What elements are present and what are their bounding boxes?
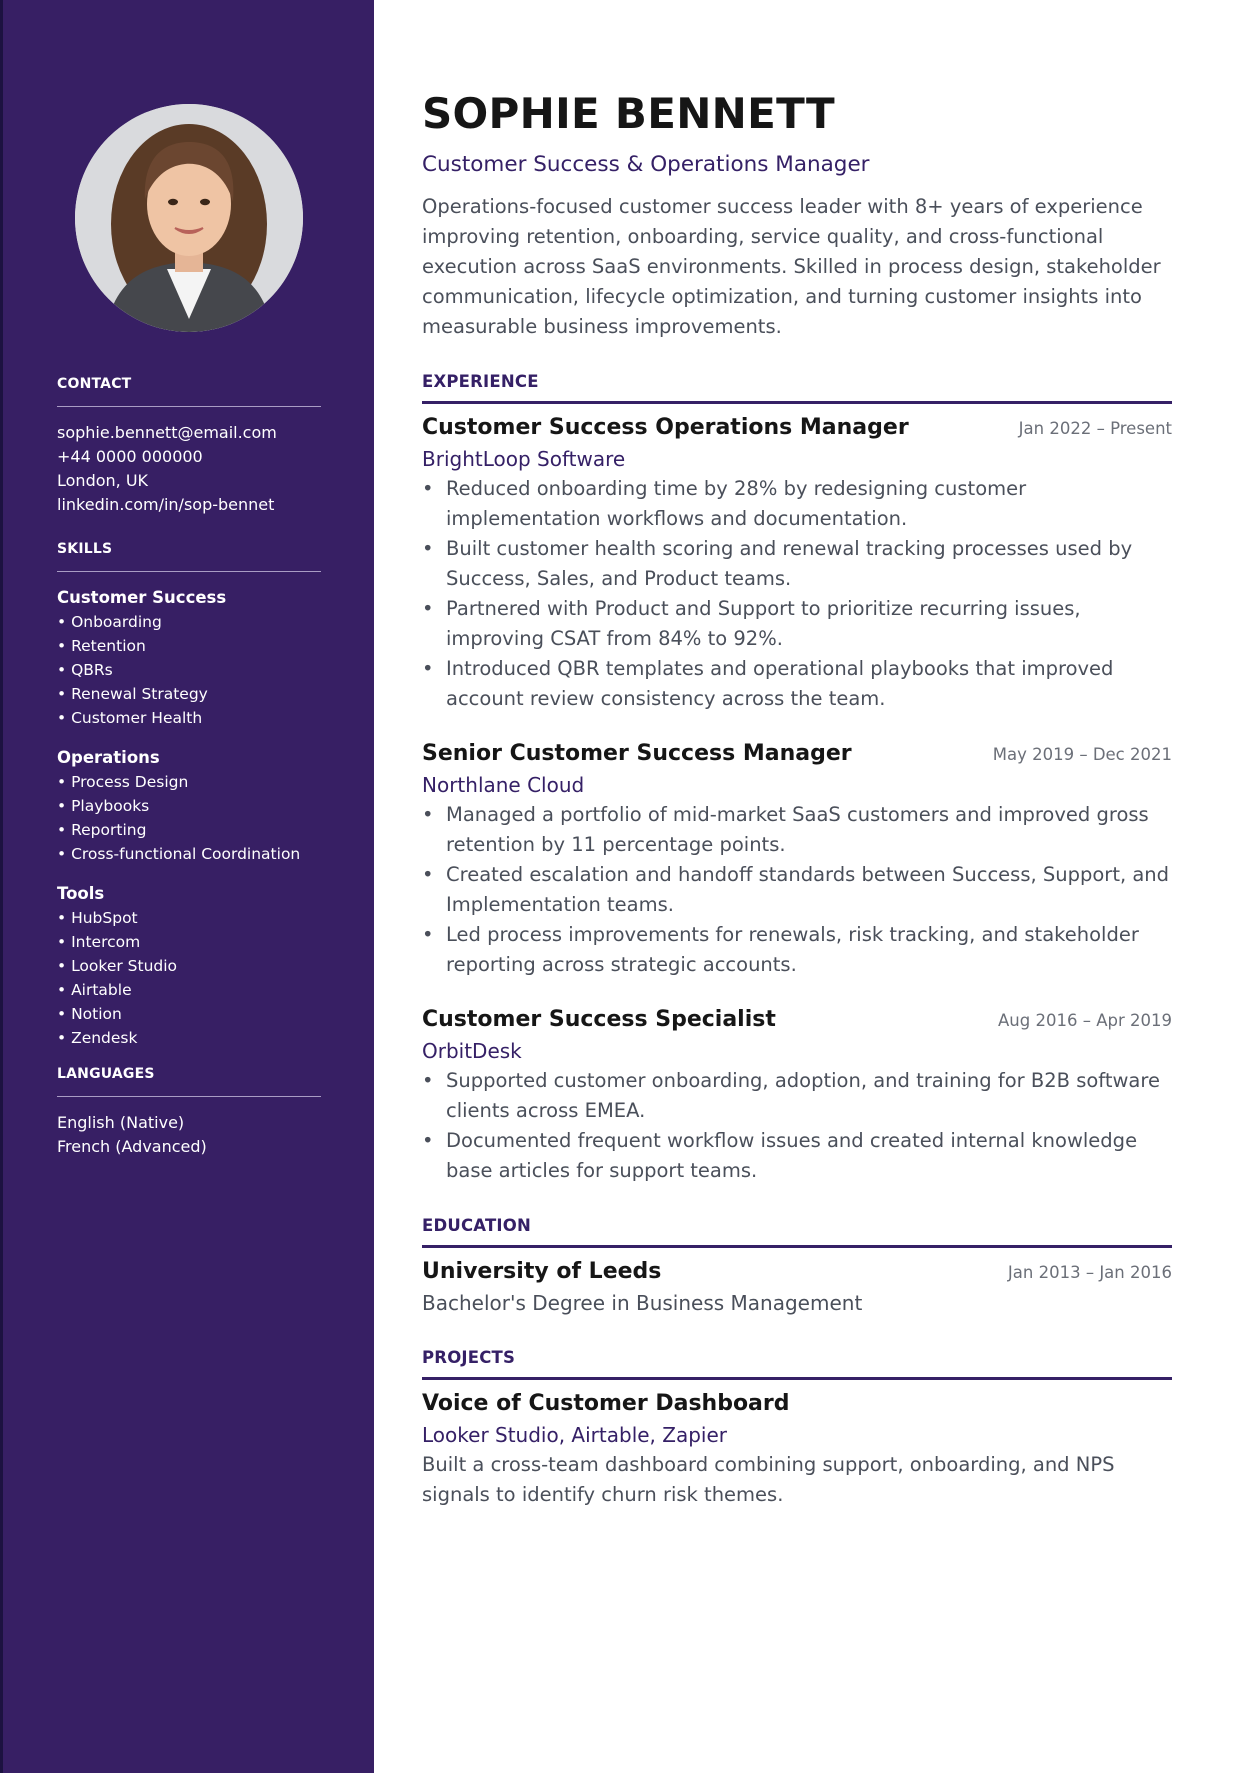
bullet-item: • Managed a portfolio of mid-market SaaS customers and improved gross retention by 11 percentage points. [422, 800, 1172, 860]
skill-item: • QBRs [57, 661, 113, 679]
job-company: Northlane Cloud [422, 773, 585, 797]
project-tools: Looker Studio, Airtable, Zapier [422, 1423, 727, 1447]
job-company: OrbitDesk [422, 1039, 522, 1063]
skill-item: • Airtable [57, 981, 132, 999]
skill-item: • Customer Health [57, 709, 203, 727]
job-entry [422, 1004, 1172, 1186]
profile-photo [75, 104, 303, 332]
bullet-item: • Introduced QBR templates and operational playbooks that improved account review consistency across the team. [422, 654, 1172, 714]
job-entry [422, 412, 1172, 714]
skill-item: • Playbooks [57, 797, 150, 815]
bullet-item: • Supported customer onboarding, adoption, and training for B2B software clients across EMEA. [422, 1066, 1172, 1126]
contact-email[interactable]: sophie.bennett@email.com [57, 423, 277, 442]
skill-item: • Onboarding [57, 613, 162, 631]
skill-item: • Zendesk [57, 1029, 138, 1047]
job-date: May 2019 – Dec 2021 [992, 745, 1172, 764]
job-bullets [422, 474, 1172, 714]
job-title: Customer Success Operations Manager [422, 415, 909, 440]
project-description: Built a cross-team dashboard combining support, onboarding, and NPS signals to identify churn risk themes. [422, 1453, 1115, 1506]
skills-section [57, 541, 321, 1066]
job-date: Jan 2022 – Present [1018, 419, 1172, 438]
project-name: Voice of Customer Dashboard [422, 1391, 790, 1416]
job-bullets [422, 800, 1172, 980]
skill-item: • Reporting [57, 821, 147, 839]
skill-group [57, 882, 321, 1050]
experience-heading: EXPERIENCE [422, 372, 1172, 404]
bullet-item: • Led process improvements for renewals, risk tracking, and stakeholder reporting across strategic accounts. [422, 920, 1172, 980]
skill-group [57, 586, 321, 730]
language-item: English (Native) [57, 1113, 185, 1132]
contact-phone: +44 0000 000000 [57, 447, 203, 466]
bullet-item: • Partnered with Product and Support to prioritize recurring issues, improving CSAT from 84% to 92%. [422, 594, 1172, 654]
skill-group-title: Tools [57, 884, 105, 903]
bullet-item: • Built customer health scoring and renewal tracking processes used by Success, Sales, and Product teams. [422, 534, 1172, 594]
job-entry [422, 738, 1172, 980]
main-content [422, 88, 1172, 1510]
skill-item: • Looker Studio [57, 957, 178, 975]
projects-heading: PROJECTS [422, 1348, 1172, 1380]
skill-item: • Intercom [57, 933, 141, 951]
languages-heading: LANGUAGES [57, 1066, 321, 1097]
skills-heading: SKILLS [57, 541, 321, 572]
candidate-title: Customer Success & Operations Manager [422, 152, 870, 177]
sidebar [0, 0, 374, 1773]
skill-item: • Process Design [57, 773, 189, 791]
summary: Operations-focused customer success leader with 8+ years of experience improving retention, onboarding, service quality, and cross-functional execution across SaaS environments. Skilled in process design, stakeholder communication, lifecycle optimization, and turning customer insights into measurable business improvements. [422, 195, 1161, 338]
job-title: Customer Success Specialist [422, 1007, 776, 1032]
education-school: University of Leeds [422, 1259, 662, 1284]
contact-location: London, UK [57, 471, 149, 490]
job-company: BrightLoop Software [422, 447, 626, 471]
education-date: Jan 2013 – Jan 2016 [1007, 1263, 1172, 1282]
skill-group-title: Customer Success [57, 588, 227, 607]
candidate-name: SOPHIE BENNETT [422, 89, 835, 138]
skill-group [57, 746, 321, 866]
education-heading: EDUCATION [422, 1216, 1172, 1248]
skill-item: • Cross-functional Coordination [57, 845, 301, 863]
skill-item: • Notion [57, 1005, 122, 1023]
bullet-item: • Created escalation and handoff standards between Success, Support, and Implementation teams. [422, 860, 1172, 920]
skill-group-title: Operations [57, 748, 160, 767]
page-edge [0, 0, 3, 1773]
education-degree: Bachelor's Degree in Business Management [422, 1291, 863, 1315]
contact-heading: CONTACT [57, 376, 321, 407]
job-date: Aug 2016 – Apr 2019 [998, 1011, 1172, 1030]
bullet-item: • Reduced onboarding time by 28% by redesigning customer implementation workflows and documentation. [422, 474, 1172, 534]
job-bullets [422, 1066, 1172, 1186]
skill-item: • Retention [57, 637, 146, 655]
bullet-item: • Documented frequent workflow issues and created internal knowledge base articles for support teams. [422, 1126, 1172, 1186]
contact-linkedin[interactable]: linkedin.com/in/sop-bennet [57, 495, 275, 514]
contact-section [57, 376, 321, 517]
skill-item: • HubSpot [57, 909, 138, 927]
job-title: Senior Customer Success Manager [422, 741, 852, 766]
skill-item: • Renewal Strategy [57, 685, 208, 703]
project-entry [422, 1388, 1172, 1510]
language-item: French (Advanced) [57, 1137, 207, 1156]
education-entry [422, 1256, 1172, 1318]
languages-section [57, 1066, 321, 1159]
